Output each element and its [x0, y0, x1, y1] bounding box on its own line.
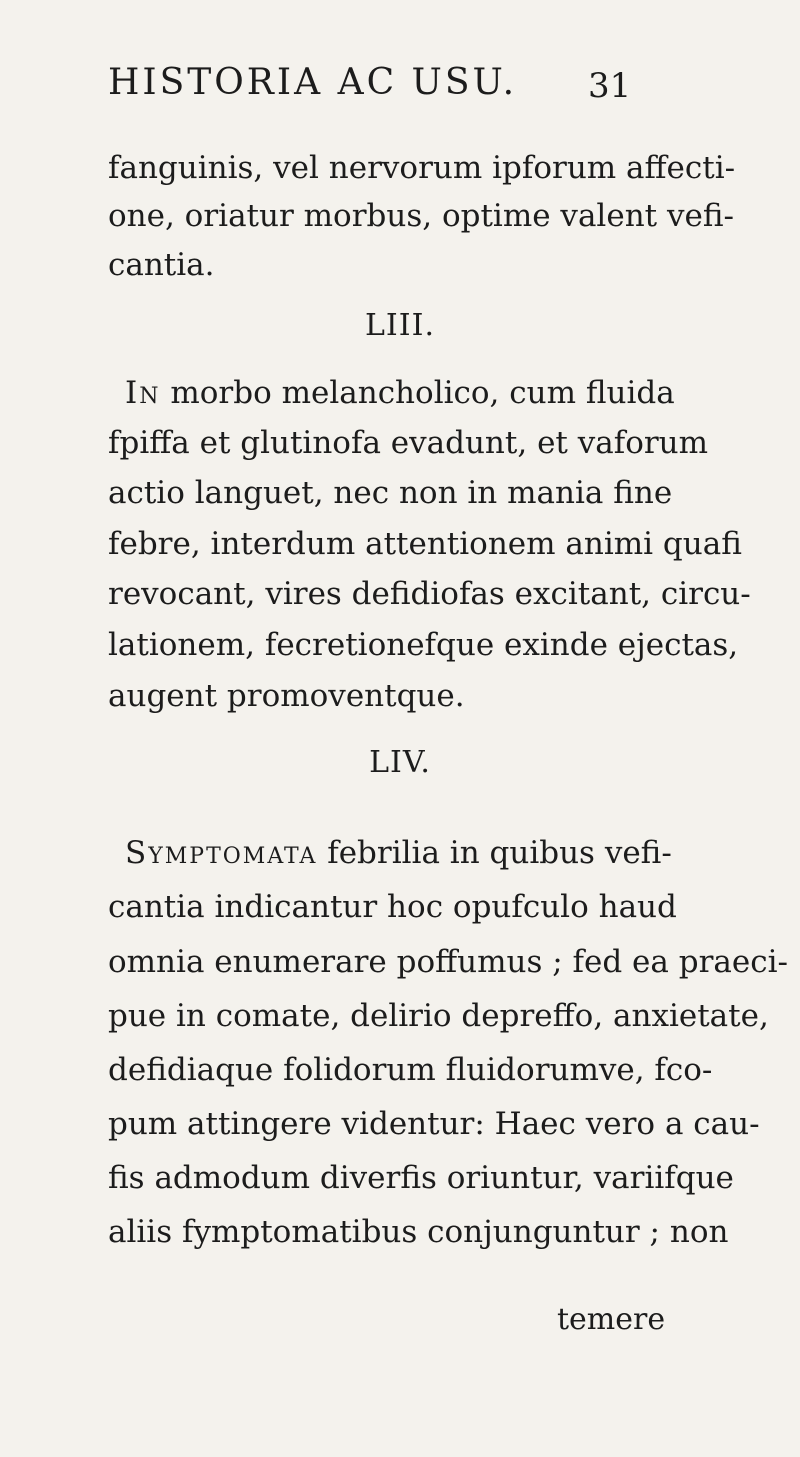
text-line: cantia indicantur hoc opufculo haud [108, 889, 677, 925]
text-line: aliis fymptomatibus conjunguntur ; non [108, 1214, 729, 1250]
page-number: 31 [588, 66, 632, 106]
section-number-liii: LIII. [364, 308, 435, 343]
text-line: defidiaque folidorum fluidorumve, fco- [108, 1052, 713, 1088]
paragraph-lead-word: Symptomata [125, 835, 318, 871]
catchword: temere [557, 1302, 666, 1337]
text-line: augent promoventque. [108, 678, 465, 714]
paragraph-lead-word: In [125, 375, 161, 411]
text-line: lationem, fecretionefque exinde ejectas, [108, 627, 739, 663]
paragraph-first-line [125, 373, 675, 413]
text-line: fpiffa et glutinofa evadunt, et vaforum [108, 425, 709, 461]
text-line: febre, interdum attentionem animi quafi [108, 526, 742, 562]
paragraph-line-rest: febrilia in quibus vefi- [317, 835, 672, 871]
text-line: omnia enumerare poffumus ; fed ea praeci- [108, 944, 788, 980]
text-line: pum attingere videntur: Haec vero a cau- [108, 1106, 760, 1142]
paragraph-line-rest: morbo melancholico, cum fluida [160, 375, 675, 411]
section-number-liv: LIV. [369, 745, 431, 780]
text-line: cantia. [108, 247, 215, 283]
paragraph-first-line [125, 833, 672, 873]
text-line: one, oriatur morbus, optime valent vefi- [108, 198, 734, 234]
running-title: HISTORIA AC USU. [108, 62, 518, 103]
text-line: fanguinis, vel nervorum ipforum affecti- [108, 150, 736, 186]
running-header [108, 62, 632, 112]
text-line: fis admodum diverfis oriuntur, variifque [108, 1160, 734, 1196]
text-line: revocant, vires defidiofas excitant, circu- [108, 576, 751, 612]
text-line: actio languet, nec non in mania fine [108, 475, 673, 511]
text-line: pue in comate, delirio depreffo, anxietate, [108, 998, 769, 1034]
